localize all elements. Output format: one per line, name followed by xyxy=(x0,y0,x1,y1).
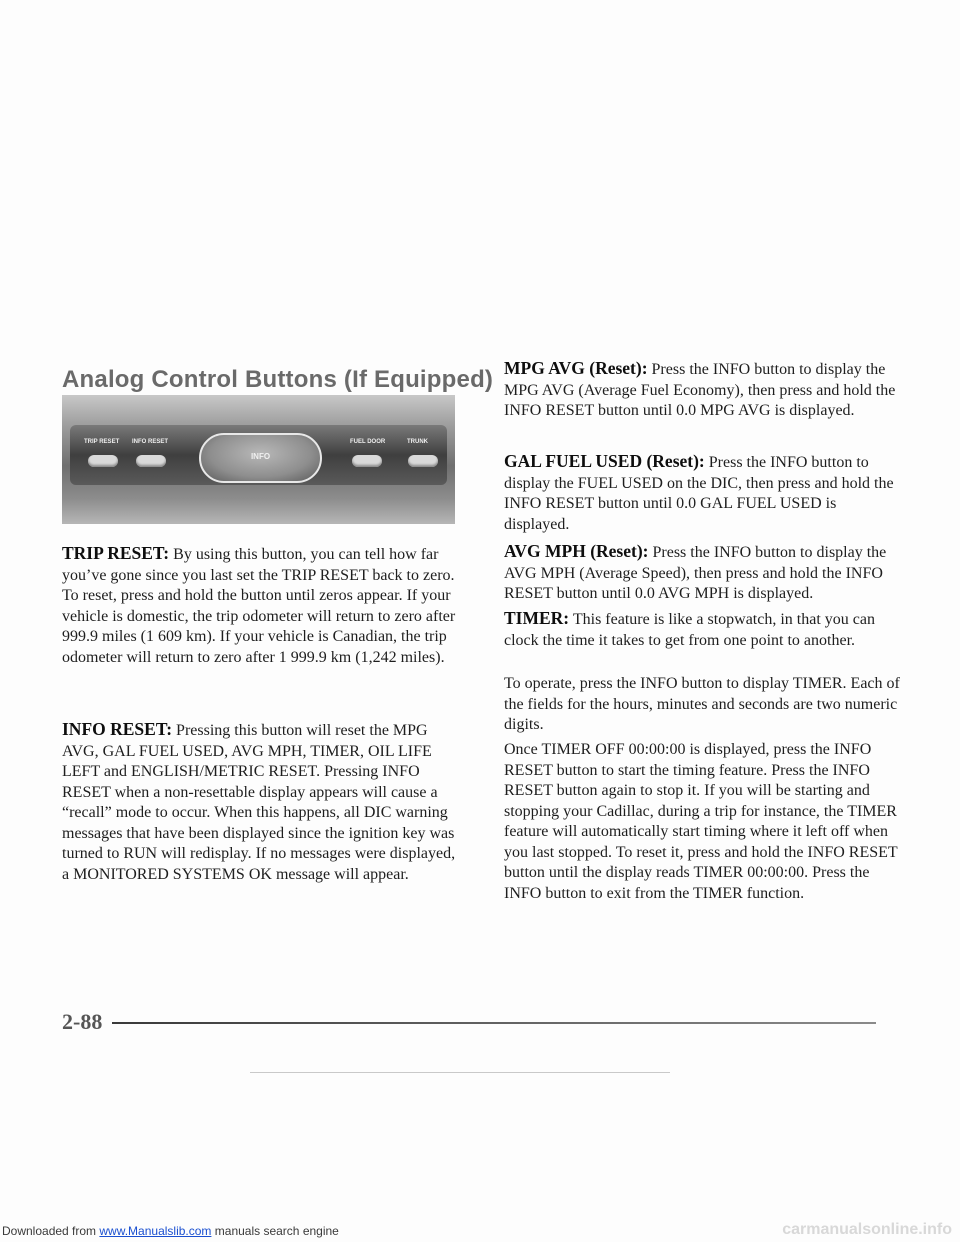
trip-reset-label: TRIP RESET xyxy=(84,439,120,445)
banner-prefix: Downloaded from xyxy=(2,1224,100,1238)
trip-reset-term: TRIP RESET: xyxy=(62,543,170,563)
control-panel-photo xyxy=(62,395,455,524)
mpg-avg-text: Press the INFO button to display the MPG AVG (Average Fuel Economy), then press and hold the INFO RESET button until 0.0 MPG AVG is displayed. xyxy=(504,361,896,419)
info-reset-term: INFO RESET: xyxy=(62,719,173,739)
trunk-button-image xyxy=(408,455,438,467)
download-banner xyxy=(2,1224,339,1238)
faint-rule xyxy=(250,1072,670,1073)
avg-mph-text: Press the INFO button to display the AVG MPH (Average Speed), then press and hold the INFO RESET button until 0.0 AVG MPH is displayed. xyxy=(504,544,887,602)
avg-mph-term: AVG MPH (Reset): xyxy=(504,541,649,561)
timer-text: This feature is like a stopwatch, in that you can clock the time it takes to get from one point to another. xyxy=(504,611,875,649)
section-heading: Analog Control Buttons (If Equipped) xyxy=(62,366,494,393)
fuel-door-button-image xyxy=(352,455,382,467)
footer-rule xyxy=(112,1022,876,1024)
gal-fuel-used-paragraph xyxy=(504,451,904,535)
mpg-avg-paragraph xyxy=(504,358,904,422)
trip-reset-text: By using this button, you can tell how far you’ve gone since you last set the TRIP RESET back to zero. To reset, press and hold the button until zeros appear. If your vehicle is domestic, the trip odometer will return to zero after 999.9 miles (1 609 km). If your vehicle is Canadian, the trip odometer will return to zero after 1 999.9 km (1,242 miles). xyxy=(62,546,456,666)
trip-reset-paragraph xyxy=(62,543,462,668)
info-reset-text: Pressing this button will reset the MPG AVG, GAL FUEL USED, AVG MPH, TIMER, OIL LIFE LEFT and ENGLISH/METRIC RESET. Pressing INFO RESET when a non-resettable display appears will cause a “recall” mode to occur. When this happens, all DIC warning messages that have been displayed since the ignition key was turned to RUN will redisplay. If no messages were displayed, a MONITORED SYSTEMS OK message will appear. xyxy=(62,722,456,883)
info-reset-paragraph xyxy=(62,719,462,885)
mpg-avg-term: MPG AVG (Reset): xyxy=(504,358,648,378)
timer-paragraph xyxy=(504,608,904,651)
once-timer-paragraph: Once TIMER OFF 00:00:00 is displayed, press the INFO RESET button to start the timing feature. Press the INFO RESET button again to stop it. If you will be starting and stopping your Cadillac, during a trip for instance, the TIMER feature will automatically start timing where it left off when you last stopped. To reset it, press and hold the INFO RESET button until the display reads TIMER 00:00:00. Press the INFO button to exit from the TIMER function. xyxy=(504,741,898,902)
banner-suffix: manuals search engine xyxy=(211,1224,339,1238)
info-reset-button-image xyxy=(136,455,166,467)
gal-fuel-used-text: Press the INFO button to display the FUEL USED on the DIC, then press and hold the INFO RESET button until 0.0 GAL FUEL USED is displayed. xyxy=(504,454,894,533)
operate-paragraph: To operate, press the INFO button to display TIMER. Each of the fields for the hours, minutes and seconds are two numeric digits. xyxy=(504,675,900,733)
info-button-label: INFO xyxy=(250,452,271,461)
fuel-door-label: FUEL DOOR xyxy=(350,439,386,445)
info-reset-label: INFO RESET xyxy=(132,439,169,445)
gal-fuel-used-term: GAL FUEL USED (Reset): xyxy=(504,451,705,471)
trunk-label: TRUNK xyxy=(407,439,428,445)
watermark: carmanualsonline.info xyxy=(782,1221,952,1238)
timer-term: TIMER: xyxy=(504,608,570,628)
manualslib-link[interactable]: www.Manualslib.com xyxy=(99,1224,212,1238)
page-number: 2-88 xyxy=(62,1009,103,1034)
info-button-image xyxy=(199,433,322,483)
avg-mph-paragraph xyxy=(504,541,904,605)
trip-reset-button-image xyxy=(88,455,118,467)
